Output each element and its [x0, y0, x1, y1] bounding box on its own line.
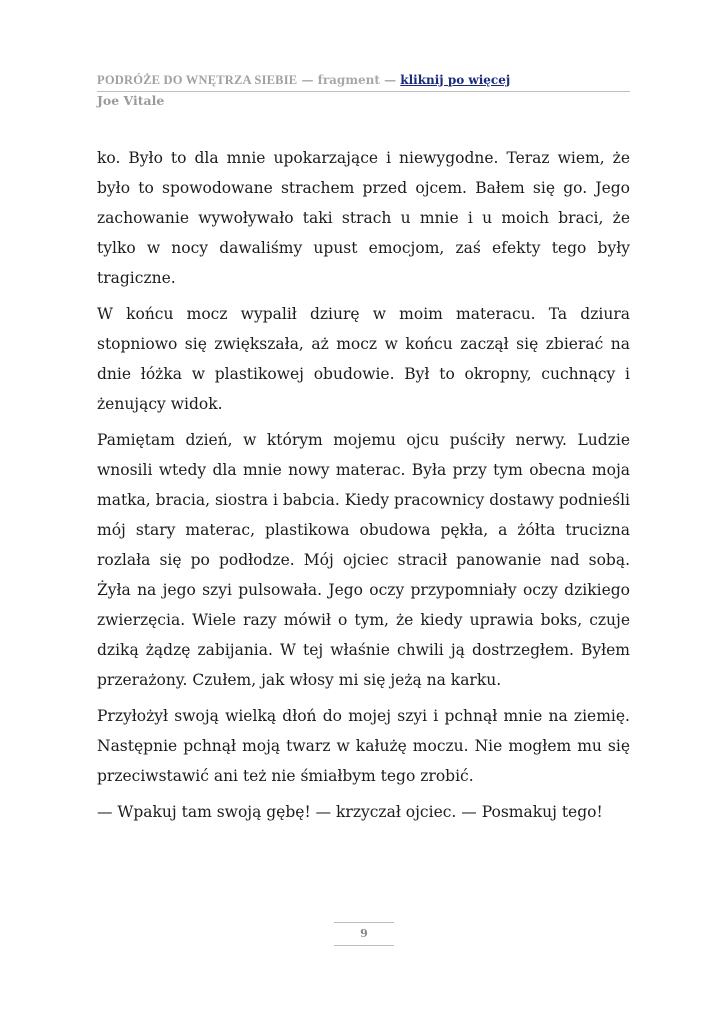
header-separator: — [379, 73, 401, 87]
page-footer [334, 922, 394, 946]
header-title-line [97, 71, 630, 89]
paragraph: Pamiętam dzień, w którym mojemu ojcu puściły nerwy. Ludzie wnosili wtedy dla mnie nowy materac. Była przy tym obecna moja matka, bracia, siostra i babcia. Kiedy pracownicy dostawy podnieśli mój stary materac, plastikowa obudowa pękła, a żółta trucizna rozlała się po podłodze. Mój ojciec stracił panowanie nad sobą. Żyła na jego szyi pulsowała. Jego oczy przypomniały oczy dzikiego zwierzęcia. Wiele razy mówił o tym, że kiedy uprawia boks, czuje dziką żądzę zabijania. W tej właśnie chwili ją dostrzegłem. Byłem przerażony. Czułem, jak włosy mi się jeżą na karku. [97, 431, 630, 689]
body-text [97, 143, 630, 833]
paragraph: ko. Było to dla mnie upokarzające i niewygodne. Teraz wiem, że było to spowodowane strachem przed ojcem. Bałem się go. Jego zachowanie wywoływało taki strach u mnie i u moich braci, że tylko w nocy dawaliśmy upust emocjom, zaś efekty tego były tragiczne. [97, 149, 630, 287]
author-name: Joe Vitale [97, 93, 165, 108]
page-number: 9 [360, 927, 368, 940]
header-separator: — [297, 73, 318, 87]
footer-bottom-rule [334, 945, 394, 946]
more-link[interactable]: kliknij po więcej [400, 73, 511, 87]
paragraph: — Wpakuj tam swoją gębę! — krzyczał ojciec. — Posmakuj tego! [97, 803, 603, 821]
running-header [97, 71, 630, 110]
paragraph: W końcu mocz wypalił dziurę w moim materacu. Ta dziura stopniowo się zwiększała, aż mocz w końcu zaczął się zbierać na dnie łóżka w plastikowej obudowie. Był to okropny, cuchnący i żenujący widok. [97, 305, 630, 413]
fragment-label: fragment [317, 73, 380, 87]
book-title: PODRÓŻE DO WNĘTRZA SIEBIE [97, 73, 298, 87]
paragraph: Przyłożył swoją wielką dłoń do mojej szyi i pchnął mnie na ziemię. Następnie pchnął moją twarz w kałużę moczu. Nie mogłem mu się przeciwstawić ani też nie śmiałbym tego zrobić. [97, 707, 630, 785]
